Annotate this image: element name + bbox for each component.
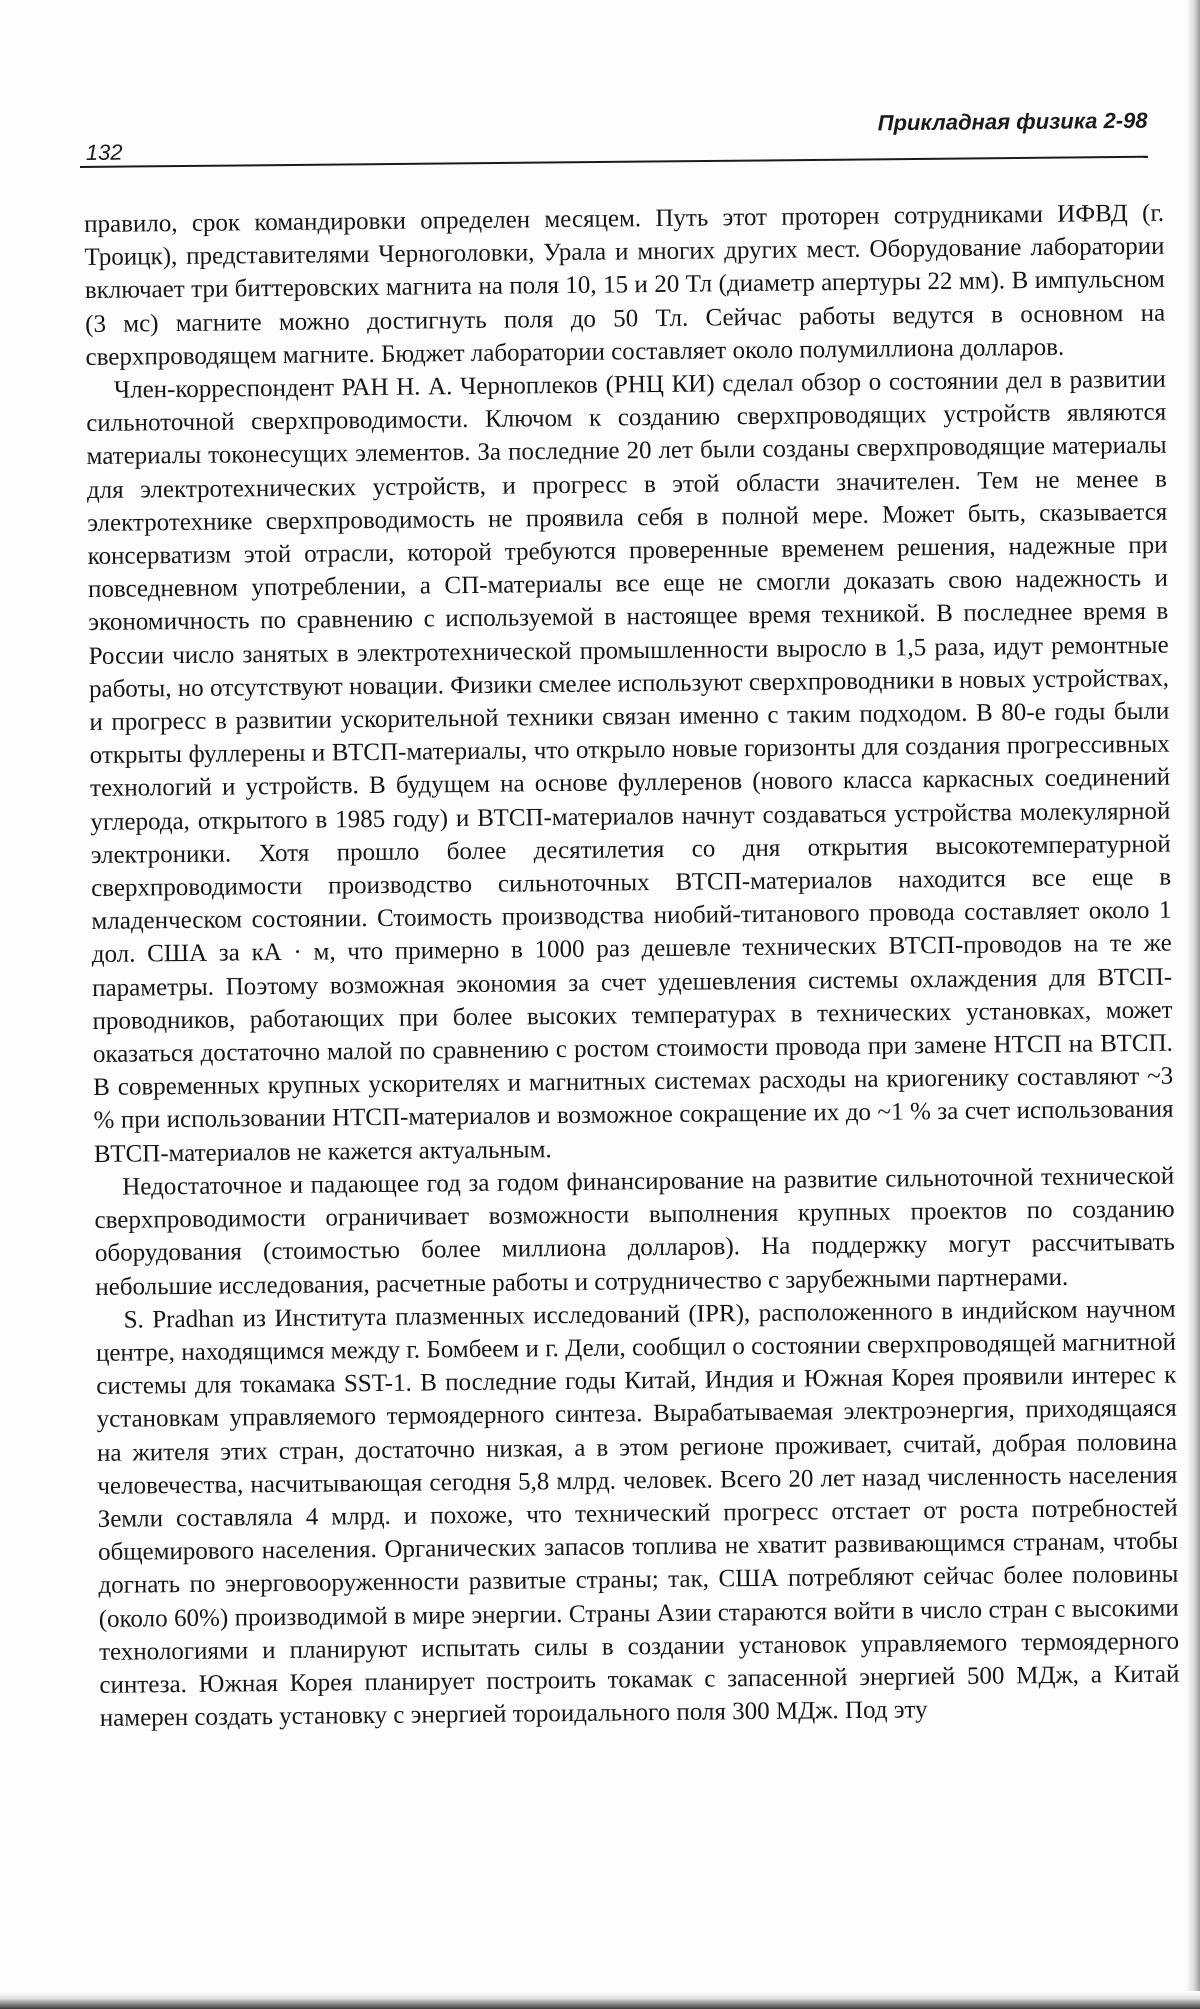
paragraph-pradhan-report: S. Pradhan из Института плазменных исследований (IPR), расположенного в индийском научном центре, находящимся между г. Бомбеем и г. Дели, сообщил о состоянии сверхпроводящей магнитной системы для токамака SST-1. В последние годы Китай, Индия и Южная Корея проявили интерес к установкам управляемого термоядерного синтеза. Вырабатываемая электроэнергия, приходящаяся на жителя этих стран, достаточно низкая, а в этом регионе проживает, считай, добрая половина человечества, насчитывающая сегодня 5,8 млрд. человек. Всего 20 лет назад численность населения Земли составляла 4 млрд. и похоже, что технический прогресс отстает от роста потребностей общемирового населения. Органических запасов топлива не хватит развивающимся странам, чтобы догнать по энерговооруженности развитые страны; так, США потребляют сейчас более половины (около 60%) производимой в мире энергии. Страны Азии стараются войти в число стран с высокими технологиями и планируют испытать силы в создании установок управляемого термоядерного синтеза. Южная Корея планирует построить токамак с запасенной энергией 500 МДж, а Китай намерен создать установку с энергией тороидального поля 300 МДж. Под эту: [95, 1295, 1180, 1733]
scan-edge-bottom: [0, 1991, 1200, 2009]
page-number: 132: [85, 139, 123, 165]
paragraph-chernoplekov-review: Член-корреспондент РАН Н. А. Черноплеков (РНЦ КИ) сделал обзор о состоянии дел в развитии сильноточной сверхпроводимости. Ключом к созданию сверхпроводящих устройств являются материалы токонесущих элементов. За последние 20 лет были созданы сверхпроводящие материалы для электротехнических устройств, и прогресс в этой области значителен. Тем не менее в электротехнике сверхпроводимость не проявила себя в полной мере. Может быть, сказывается консерватизм этой отрасли, которой требуются проверенные временем решения, надежные при повседневном употреблении, а СП-материалы все еще не смогли доказать свою надежность и экономичность по сравнению с используемой в настоящее время техникой. В последнее время в России число занятых в электротехнической промышленности выросло в 1,5 раза, идут ремонтные работы, но отсутствуют новации. Физики смелее используют сверхпроводники в новых устройствах, и прогресс в развитии ускорительной техники связан именно с таким подходом. В 80-е годы были открыты фуллерены и ВТСП-материалы, что открыло новые горизонты для создания прогрессивных технологий и устройств. В будущем на основе фуллеренов (нового класса каркасных соединений углерода, открытого в 1985 году) и ВТСП-материалов начнут создаваться устройства молекулярной электроники. Хотя прошло более десятилетия со дня открытия высокотемпературной сверхпроводимости производство сильноточных ВТСП-материалов находится все еще в младенческом состоянии. Стоимость производства ниобий-титанового провода составляет около 1 дол. США за кА · м, что примерно в 1000 раз дешевле технических ВТСП-проводов на те же параметры. Поэтому возможная экономия за счет удешевления системы охлаждения для ВТСП-проводников, работающих при более высоких температурах в технических установках, может оказаться достаточно малой по сравнению с ростом стоимости провода при замене НТСП на ВТСП. В современных крупных ускорителях и магнитных системах расходы на криогенику составляют ~3 % при использовании НТСП-материалов и возможное сокращение их до ~1 % за счет использования ВТСП-материалов не кажется актуальным.: [86, 365, 1174, 1168]
journal-title: Прикладная физика 2-98: [877, 107, 1148, 136]
scan-edge-right: [1186, 0, 1200, 2009]
body-text: [84, 197, 1180, 1736]
paragraph-funding: Недостаточное и падающее год за годом финансирование на развитие сильноточной технической сверхпроводимости ограничивает возможности выполнения крупных проектов по созданию оборудования (стоимостью более миллиона долларов). На поддержку могут рассчитывать небольшие исследования, расчетные работы и сотрудничество с зарубежными партнерами.: [94, 1162, 1176, 1301]
paragraph-continuation: правило, срок командировки определен месяцем. Путь этот проторен сотрудниками ИФВД (г. Троицк), представителями Черноголовки, Урала и многих других мест. Оборудование лаборатории включает три биттеровских магнита на поля 10, 15 и 20 Тл (диаметр апертуры 22 мм). В импульсном (3 мс) магните можно достигнуть поля до 50 Тл. Сейчас работы ведутся в основном на сверхпроводящем магните. Бюджет лаборатории составляет около полумиллиона долларов.: [84, 199, 1166, 371]
header-rule: [80, 156, 1148, 168]
running-header: [80, 108, 1148, 170]
